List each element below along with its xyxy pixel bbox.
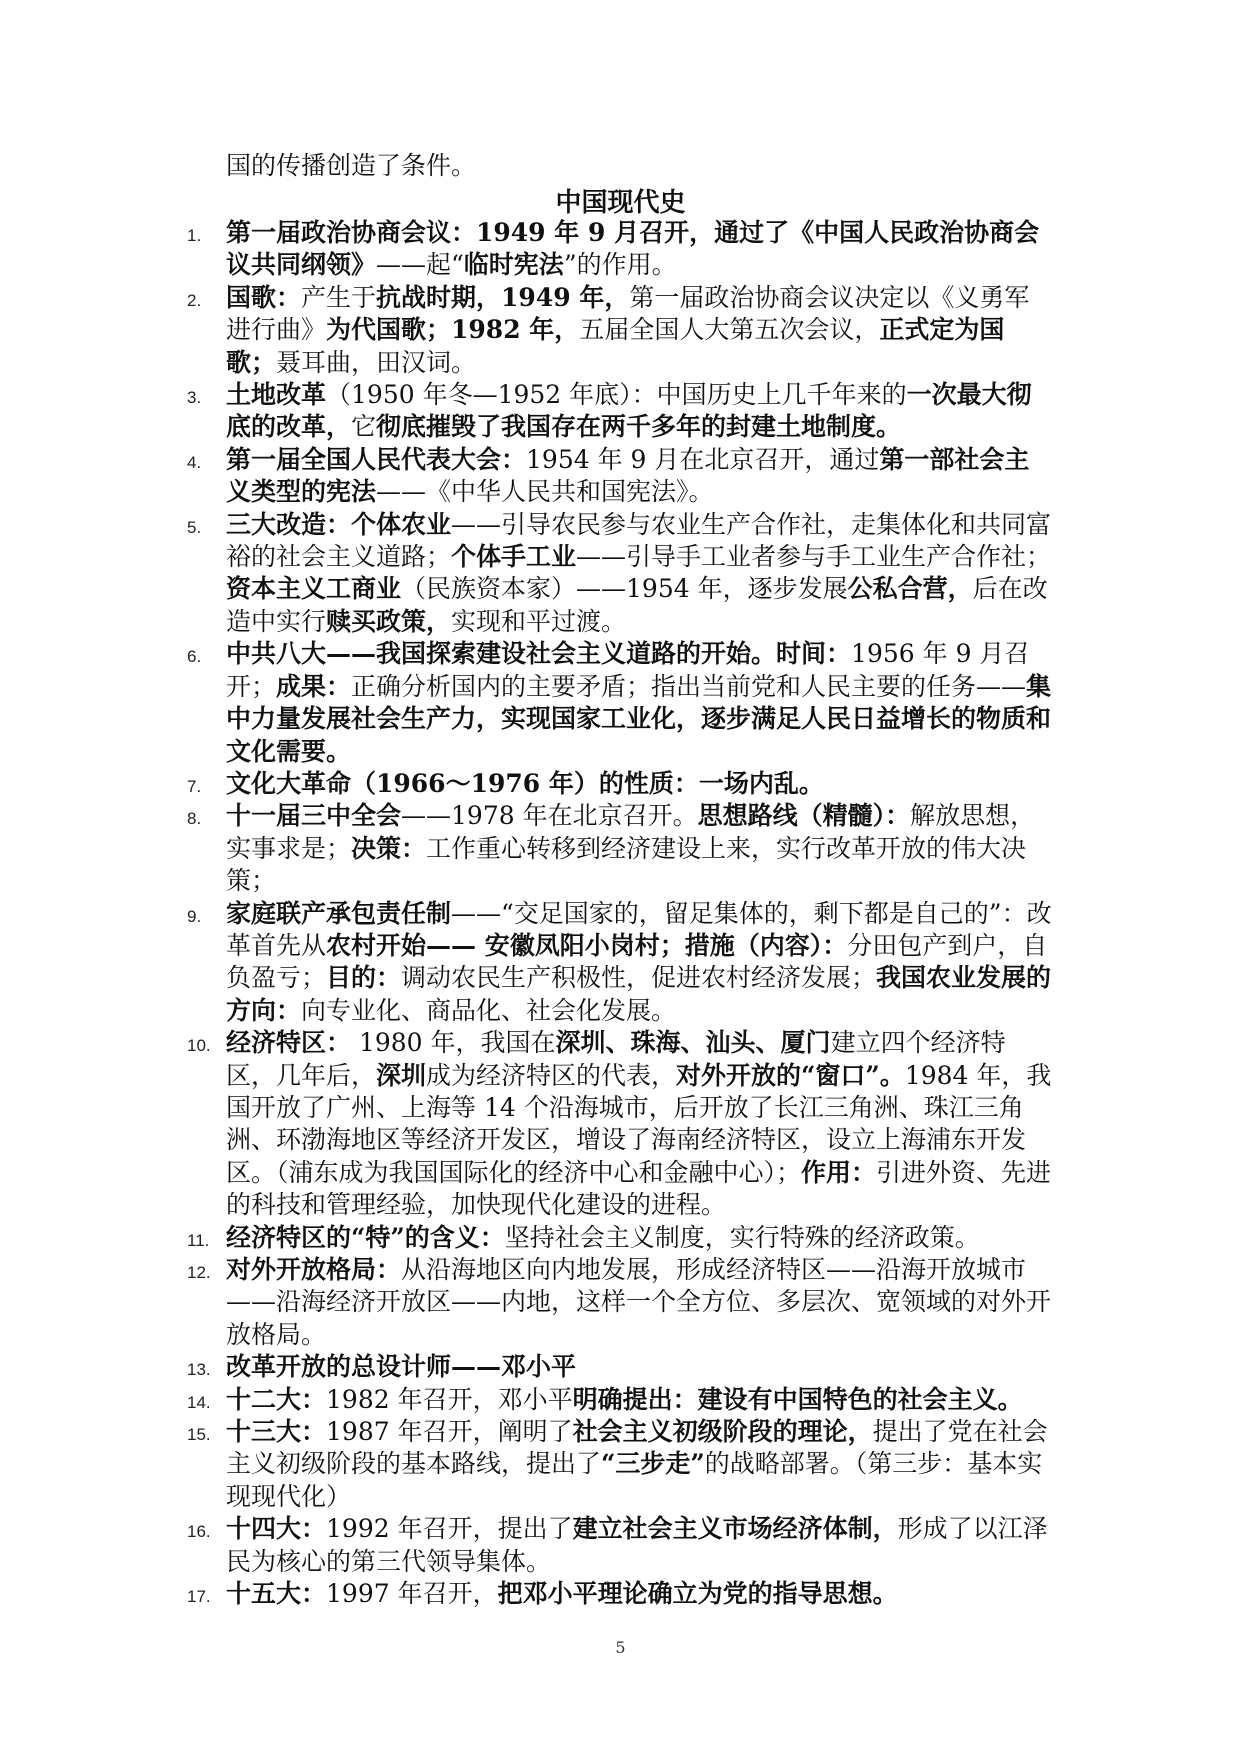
- bold-segment: 正式定为国歌；: [226, 315, 1005, 377]
- bold-segment: 十三大：: [226, 1417, 327, 1447]
- text-segment: 产生于: [301, 282, 377, 312]
- bold-segment: 第一部社会主义类型的宪法: [226, 444, 1030, 507]
- list-item: [0, 1384, 1052, 1416]
- bold-segment: 一次最大彻底的改革，: [226, 380, 1032, 442]
- text-segment: 1982 年召开，邓小平: [326, 1384, 573, 1414]
- item-text: [226, 1351, 1052, 1383]
- text-segment: 正确分析国内的主要矛盾；指出当前党和人民主要的任务——: [351, 671, 1027, 701]
- bold-segment: 中共八大: [226, 639, 327, 669]
- bold-segment: 国歌：: [226, 282, 302, 312]
- list-item: [0, 282, 1052, 379]
- continuation-text: 国的传播创造了条件。: [226, 151, 477, 180]
- bold-segment: 成果：: [276, 671, 352, 701]
- text-segment: 调动农民生产积极性，促进农村经济发展；: [401, 963, 877, 993]
- item-text: [226, 509, 1052, 639]
- bold-segment: 赎买政策，: [326, 606, 452, 636]
- text-segment: 向专业化、商品化、社会化发展。: [301, 995, 677, 1025]
- text-segment: 引进外资、先进的科技和管理经验，加快现代化建设的进程。: [226, 1157, 1052, 1220]
- bold-segment: 个体手工业: [451, 542, 577, 572]
- item-number: 10.: [187, 1036, 211, 1056]
- text-segment: 的战略部署。（第三步：基本实现现代化）: [226, 1449, 1043, 1511]
- text-segment: ”的作用。: [563, 250, 677, 280]
- bold-segment: 十四大：: [226, 1514, 327, 1544]
- text-segment: ——“交足国家的，留足集体的，剩下都是自己的”：改革首先从: [226, 898, 1052, 960]
- text-segment: （1950 年冬—1952 年底）：中国历史上几千年来的: [326, 380, 907, 410]
- bold-segment: 作用：: [801, 1157, 877, 1187]
- text-segment: 分田包产到户，自负盈亏；: [226, 930, 1048, 993]
- bold-segment: 明确提出：建设有中国特色的社会主义。: [572, 1384, 1023, 1414]
- item-number: 5.: [187, 517, 202, 537]
- bold-segment: 第一届全国人民代表大会：: [226, 444, 527, 474]
- text-segment: 聂耳曲，田汉词。: [276, 347, 477, 377]
- bold-segment: 思想路线（精髓）：: [697, 801, 911, 831]
- item-text: [226, 282, 1052, 379]
- list-item: [0, 800, 1052, 897]
- item-text: [226, 217, 1052, 282]
- bold-segment: 彻底摧毁了我国存在两千多年的封建土地制度。: [376, 412, 902, 442]
- bold-segment: 时间：: [776, 639, 852, 669]
- text-segment: ——起“: [376, 250, 464, 280]
- item-text: [226, 1222, 1052, 1254]
- text-segment: 五届全国人大第五次会议，: [579, 315, 880, 345]
- bold-segment: 抗战时期，1949 年，: [376, 282, 630, 312]
- text-segment: 后在改造中实行: [226, 574, 1048, 636]
- bold-segment: 资本主义工商业: [226, 574, 402, 604]
- text-segment: ——《中华人民共和国宪法》。: [376, 477, 714, 507]
- item-number: 4.: [187, 452, 202, 472]
- bold-segment: 深圳、珠海、汕头、厦门: [555, 1028, 831, 1058]
- item-number: 3.: [187, 388, 202, 408]
- bold-segment: 目的：: [326, 963, 402, 993]
- text-segment: 实现和平过渡。: [451, 606, 627, 636]
- bold-segment: 家庭联产承包责任制: [226, 898, 452, 928]
- text-segment: 成为经济特区的代表，: [426, 1060, 677, 1090]
- list-item: [0, 1027, 1052, 1221]
- item-number: 8.: [187, 809, 202, 829]
- item-number: 13.: [187, 1360, 211, 1380]
- text-segment: ——1978 年在北京召开。: [401, 801, 698, 831]
- list-item: [0, 768, 1052, 800]
- bold-segment: “三步走”: [601, 1449, 705, 1479]
- text-segment: 1992 年召开，提出了: [326, 1514, 573, 1544]
- bold-segment: 对外开放的“窗口”。: [676, 1060, 905, 1090]
- bold-segment: 决策：: [351, 833, 427, 863]
- text-segment: 坚持社会主义制度，实行特殊的经济政策。: [504, 1222, 980, 1252]
- item-number: 2.: [187, 290, 202, 310]
- bold-segment: 三大改造：个体农业: [226, 509, 452, 539]
- bold-segment: 经济特区：: [226, 1028, 352, 1058]
- list-item: [0, 509, 1052, 639]
- bold-segment: ——我国探索建设社会主义道路的开始。: [326, 639, 777, 669]
- item-number: 17.: [187, 1587, 211, 1607]
- bold-segment: 社会主义初级阶段的理论，: [572, 1417, 873, 1447]
- bold-segment: 农村开始—— 安徽凤阳小岗村；措施（内容）：: [326, 930, 848, 960]
- item-number: 7.: [187, 776, 202, 796]
- list-item: [0, 1578, 1052, 1610]
- bold-segment: 十一届三中全会: [226, 801, 402, 831]
- item-number: 11.: [187, 1230, 210, 1250]
- text-segment: 第一届政治协商会议决定以《义勇军进行曲》: [226, 282, 1030, 345]
- item-text: [226, 1384, 1052, 1416]
- bold-segment: 为代国歌；1982 年，: [326, 315, 580, 345]
- text-segment: 工作重心转移到经济建设上来，实行改革开放的伟大决策；: [226, 833, 1027, 896]
- page-number: 5: [615, 1638, 626, 1657]
- item-text: [226, 638, 1052, 768]
- list-item: [0, 1254, 1052, 1351]
- history-list: [0, 217, 1241, 1610]
- text-segment: 1956 年 9 月召开；: [226, 639, 1030, 701]
- list-item: [0, 1416, 1052, 1513]
- list-item: [0, 638, 1052, 768]
- text-segment: 1987 年召开，阐明了: [326, 1417, 573, 1447]
- text-segment: （民族资本家）——1954 年，逐步发展: [401, 574, 848, 604]
- item-text: [226, 800, 1052, 897]
- item-number: 6.: [187, 647, 202, 667]
- item-text: [226, 1578, 1052, 1610]
- text-segment: 1997 年召开，: [326, 1579, 498, 1609]
- text-segment: 它: [351, 412, 377, 442]
- bold-segment: 把邓小平理论确立为党的指导思想。: [497, 1579, 898, 1609]
- text-segment: 1984 年，我国开放了广州、上海等 14 个沿海城市，后开放了长江三角洲、珠江三角洲、环渤海地区等经济开发区，增设了海南经济特区，设立上海浦东开发区。（浦东成为我国国际化的经济中心和金融中心）；: [226, 1060, 1052, 1187]
- bold-segment: 改革开放的总设计师——邓小平: [226, 1352, 577, 1382]
- item-text: [226, 1254, 1052, 1351]
- text-segment: 从沿海地区向内地发展，形成经济特区——沿海开放城市——沿海经济开放区——内地，这样一个全方位、多层次、宽领域的对外开放格局。: [226, 1255, 1052, 1349]
- text-segment: 形成了以江泽民为核心的第三代领导集体。: [226, 1514, 1048, 1576]
- list-item: [0, 1222, 1052, 1254]
- text-segment: 1980 年，我国在: [351, 1028, 556, 1058]
- bold-segment: 我国农业发展的方向：: [226, 963, 1052, 1025]
- bold-segment: 土地改革: [226, 380, 327, 410]
- bold-segment: 深圳: [376, 1060, 427, 1090]
- item-text: [226, 1027, 1052, 1221]
- bold-segment: 文化大革命（1966～1976 年）的性质：一场内乱。: [226, 768, 824, 798]
- list-item: [0, 217, 1052, 282]
- item-text: [226, 898, 1052, 1028]
- section-title: 中国现代史: [555, 188, 686, 218]
- text-segment: 解放思想，实事求是；: [226, 801, 1036, 863]
- list-item: [0, 444, 1052, 509]
- list-item: [0, 379, 1052, 444]
- item-number: 1.: [187, 226, 202, 245]
- item-text: [226, 768, 1052, 800]
- bold-segment: 对外开放格局：: [226, 1255, 402, 1284]
- text-segment: ——引导手工业者参与手工业生产合作社；: [576, 542, 1052, 572]
- bold-segment: 集中力量发展社会生产力，实现国家工业化，逐步满足人民日益增长的物质和文化需要。: [226, 671, 1052, 766]
- list-item: [0, 1351, 1052, 1383]
- bold-segment: 十二大：: [226, 1384, 327, 1414]
- bold-segment: 临时宪法: [463, 250, 564, 280]
- item-number: 14.: [187, 1392, 211, 1412]
- bold-segment: 第一届政治协商会议：1949 年 9 月召开，通过了《中国人民政治协商会议共同纲领》: [226, 218, 1040, 280]
- bold-segment: 公私合营，: [847, 574, 973, 604]
- text-segment: 建立四个经济特区，几年后，: [226, 1028, 1006, 1090]
- bold-segment: 十五大：: [226, 1579, 327, 1609]
- text-segment: 提出了党在社会主义初级阶段的基本路线，提出了: [226, 1417, 1048, 1479]
- item-text: [226, 1416, 1052, 1513]
- item-number: 12.: [187, 1263, 211, 1282]
- text-segment: 1954 年 9 月在北京召开，通过: [526, 444, 880, 474]
- bold-segment: 经济特区的“特”的含义：: [226, 1222, 505, 1252]
- item-number: 15.: [187, 1425, 211, 1445]
- item-text: [226, 1513, 1052, 1578]
- list-item: [0, 898, 1052, 1028]
- item-text: [226, 444, 1052, 509]
- text-segment: ——引导农民参与农业生产合作社，走集体化和共同富裕的社会主义道路；: [226, 509, 1052, 572]
- item-number: 16.: [187, 1522, 211, 1542]
- list-item: [0, 1513, 1052, 1578]
- bold-segment: 建立社会主义市场经济体制，: [572, 1514, 898, 1544]
- item-text: [226, 379, 1052, 444]
- item-number: 9.: [187, 906, 202, 926]
